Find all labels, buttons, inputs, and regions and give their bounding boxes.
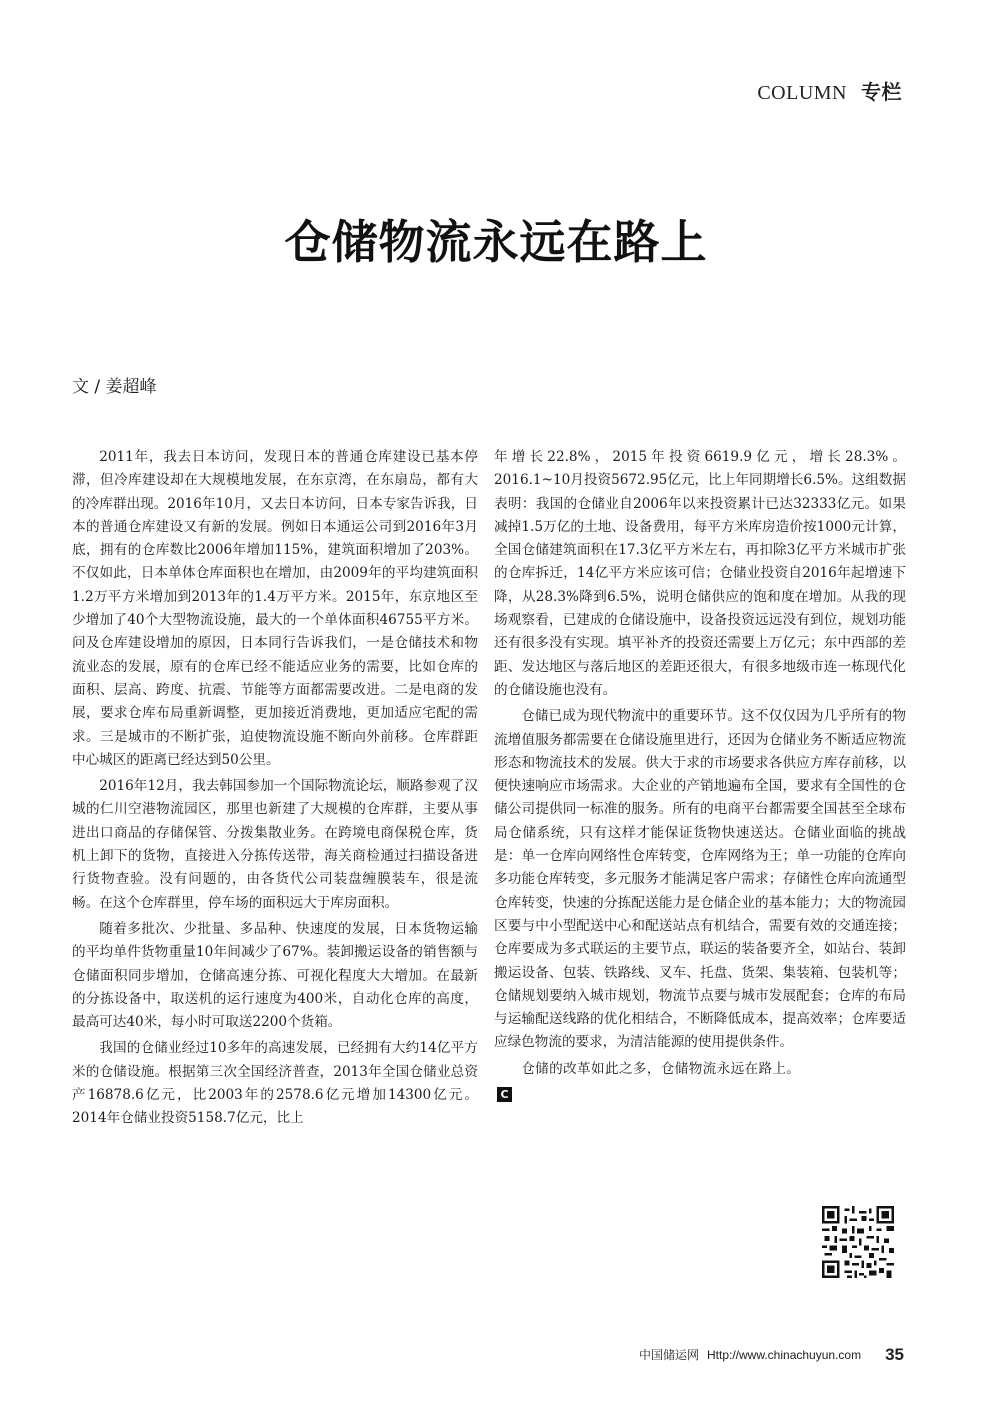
paragraph: 2011年，我去日本访问，发现日本的普通仓库建设已基本停滞，但冷库建设却在大规模地发展，在东京湾，在东扇岛，都有大的冷库群出现。2016年10月，又去日本访问，日本专家告诉我，日本的普通仓库建设又有新的发展。例如日本通运公司到2016年3月底，拥有的仓库数比2006年增加115%，建筑面积增加了203%。不仅如此，日本单体仓库面积也在增加，由2009年的平均建筑面积1.2万平方米增加到2013年的1.4万平方米。2015年，东京地区至少增加了40个大型物流设施，最大的一个单体面积46755平方米。问及仓库建设增加的原因，日本同行告诉我们，一是仓储技术和物流业态的发展，原有的仓库已经不能适应业务的需要，比如仓库的面积、层高、跨度、抗震、节能等方面都需要改进。二是电商的发展，要求仓库布局重新调整，更加接近消费地，更加适应宅配的需求。三是城市的不断扩张，迫使物流设施不断向外前移。仓库群距中心城区的距离已经达到50公里。 bbox=[72, 449, 478, 768]
page-footer bbox=[639, 1345, 904, 1365]
end-mark-icon: C bbox=[497, 1087, 512, 1102]
paragraph: 随着多批次、少批量、多品种、快速度的发展，日本货物运输的平均单件货物重量10年间减少了67%。装卸搬运设备的销售额与仓储面积同步增加，仓储高速分拣、可视化程度大大增加。在最新的分拣设备中，取送机的运行速度为400米，自动化仓库的高度，最高可达40米，每小时可取送2200个货箱。 bbox=[72, 920, 478, 1031]
closing-paragraph bbox=[494, 1058, 800, 1105]
footer-url: Http://www.chinachuyun.com bbox=[707, 1348, 862, 1362]
qr-code-icon bbox=[822, 1206, 894, 1278]
right-column bbox=[494, 446, 906, 1107]
closing-text: 仓储的改革如此之多，仓储物流永远在路上。 bbox=[521, 1060, 800, 1077]
column-label-en: COLUMN bbox=[757, 82, 847, 104]
paragraph: 我国的仓储业经过10多年的高速发展，已经拥有大约14亿平方米的仓储设施。根据第三次全国经济普查，2013年全国仓储业总资产16878.6亿元，比2003年的2578.6亿元增加14300亿元。2014年仓储业投资5158.7亿元，比上 bbox=[72, 1040, 478, 1127]
column-label-cn: 专栏 bbox=[861, 80, 902, 104]
footer-site-name: 中国储运网 bbox=[638, 1348, 699, 1362]
paragraph-text: 仓储已成为现代物流中的重要环节。这不仅仅因为几乎所有的物流增值服务都需要在仓储设施里进行，还因为仓储业务不断适应物流形态和物流技术的发展。供大于求的市场要求各供应方库存前移，以便快速响应市场需求。大企业的产销地遍布全国，要求有全国性的仓储公司提供同一标准的服务。所有的电商平台都需要全国甚至全球布局仓储系统，只有这样才能保证货物快速送达。仓储业面临的挑战是：单一仓库向网络性仓库转变，仓库网络为王；单一功能的仓库向多功能仓库转变，多元服务才能满足客户需求；存储性仓库向流通型仓库转变，快速的分拣配送能力是仓储企业的基本能力；大的物流园区要与中小型配送中心和配送站点有机结合，需要有效的交通连接；仓库要成为多式联运的主要节点，联运的装备要齐全，如站台、装卸搬运设备、包装、铁路线、叉车、托盘、货架、集装箱、包装机等；仓储规划要纳入城市规划，物流节点要与城市发展配套；仓库的布局与运输配送线路的优化相结合，不断降低成本，提高效率；仓库要适应绿色物流的要求，为清洁能源的使用提供条件。 bbox=[494, 708, 906, 1051]
paragraph: 2016年12月，我去韩国参加一个国际物流论坛，顺路参观了汉城的仁川空港物流园区，那里也新建了大规模的仓库群，主要从事进出口商品的存储保管、分拨集散业务。在跨境电商保税仓库，货机上卸下的货物，直接进入分拣传送带，海关商检通过扫描设备进行货物查验。没有问题的，由各货代公司装盘缠膜装车，很是流畅。在这个仓库群里，停车场的面积远大于库房面积。 bbox=[72, 778, 478, 911]
paragraph bbox=[494, 705, 906, 1054]
left-column bbox=[72, 446, 478, 1134]
article-author: 文 / 姜超峰 bbox=[72, 377, 157, 397]
article-title: 仓储物流永远在路上 bbox=[284, 215, 708, 269]
paragraph-continued: 年增长22.8%，2015年投资6619.9亿元，增长28.3%。2016.1~10月投资5672.95亿元，比上年同期增长6.5%。这组数据表明：我国的仓储业自2006年以来投资累计已达32333亿元。如果减掉1.5万亿的土地、设备费用，每平方米库房造价按1000元计算，全国仓储建筑面积在17.3亿平方米左右，再扣除3亿平方米城市扩张的仓库拆迁，14亿平方米应该可信；仓储业投资自2016年起增速下降，从28.3%降到6.5%，说明仓储供应的饱和度在增加。从我的现场观察看，已建成的仓储设施中，设备投资远远没有到位，规划功能还有很多没有实现。填平补齐的投资还需要上万亿元；东中西部的差距、发达地区与落后地区的差距还很大，有很多地级市连一栋现代化的仓储设施也没有。 bbox=[494, 449, 906, 698]
page-number: 35 bbox=[885, 1345, 904, 1364]
column-header bbox=[757, 76, 902, 105]
